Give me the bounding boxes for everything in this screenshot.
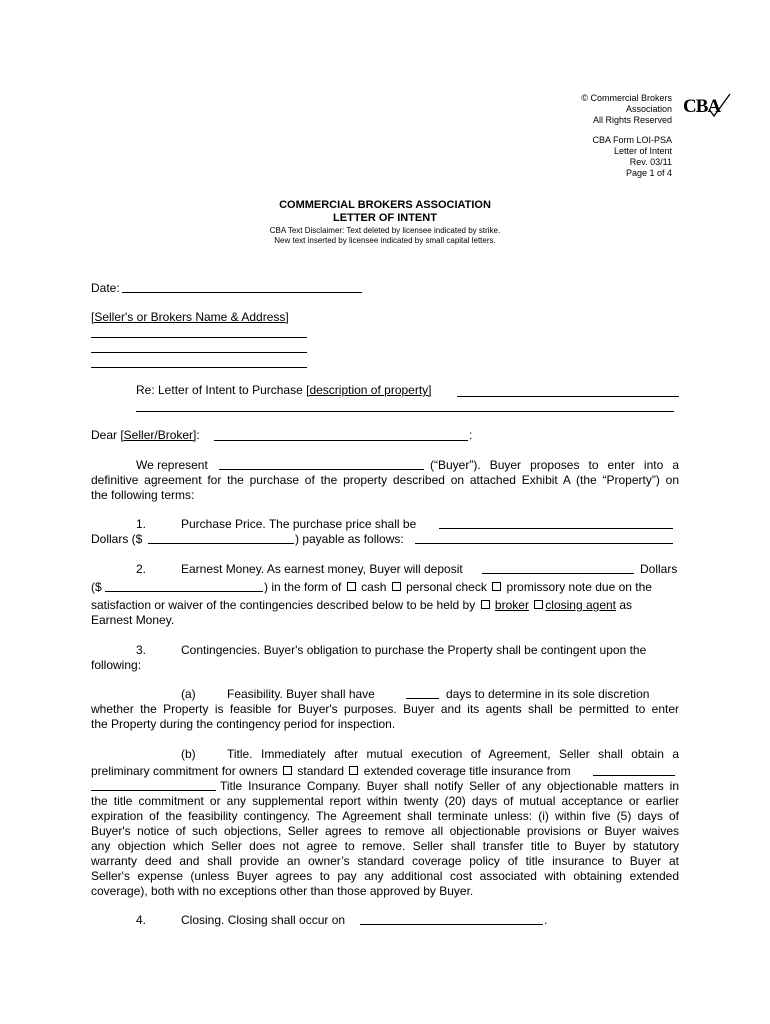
section-4-number: 4. <box>136 913 147 927</box>
date-field[interactable] <box>122 292 362 293</box>
feasibility-text-2: days to determine in its sole discretion <box>446 687 650 701</box>
feasibility-days-field[interactable] <box>406 698 439 699</box>
form-of-line <box>264 580 652 595</box>
title-line-8: warranty deed and shall provide an owner’s standard coverage policy of title insurance to Buyer at <box>91 854 679 868</box>
extended-coverage-label: extended coverage title insurance from <box>363 764 571 778</box>
promissory-note-checkbox[interactable] <box>492 582 501 591</box>
disclaimer-line-1: CBA Text Disclaimer: Text deleted by licensee indicated by strike. <box>269 226 501 235</box>
contingencies-text: Contingencies. Buyer's obligation to purchase the Property shall be contingent upon the <box>181 643 647 657</box>
re-prefix: Re: Letter of Intent to Purchase <box>136 383 307 397</box>
copyright-line: © Commercial Brokers <box>581 93 672 103</box>
seller-address-line-3[interactable] <box>91 367 307 368</box>
personal-check-label: personal check <box>406 580 487 594</box>
broker-checkbox[interactable] <box>481 600 490 609</box>
title-line-10: coverage), both with no exceptions other than those approved by Buyer. <box>91 884 474 898</box>
salutation-name-field[interactable] <box>214 440 468 441</box>
disclaimer-line-2: New text inserted by licensee indicated by small capital letters. <box>274 236 496 245</box>
title-company-field-1[interactable] <box>593 775 675 776</box>
seller-broker-label: [Seller/Broker] <box>120 428 197 442</box>
salutation <box>91 428 200 443</box>
payable-text: ) payable as follows: <box>295 532 404 546</box>
closing-date-field[interactable] <box>360 924 543 925</box>
title-line-6: Buyer's notice of such objections, Seller agrees to remove all objectionable provisions or Buyer waives <box>91 824 679 838</box>
dear-colon: : <box>196 428 200 442</box>
broker-label: broker <box>494 598 529 612</box>
form-revision: Rev. 03/11 <box>629 157 672 167</box>
title-line-4: the title commitment or any supplemental report within twenty (20) days of mutual acceptance or earlier <box>91 794 679 808</box>
buyer-name-field[interactable] <box>219 469 424 470</box>
org-title: COMMERCIAL BROKERS ASSOCIATION <box>279 199 491 211</box>
following-text: following: <box>91 658 142 672</box>
form-of-text: ) in the form of <box>264 580 342 594</box>
feasibility-line-2: whether the Property is feasible for Buyer's purposes. Buyer and its agents shall be permitted to enter <box>91 702 679 716</box>
purchase-price-words-field[interactable] <box>439 528 673 529</box>
re-line <box>136 383 432 398</box>
title-line-9: Seller's expense (unless Buyer agrees to pay any additional cost associated with obtaining extended <box>91 869 679 883</box>
form-name: Letter of Intent <box>613 146 672 156</box>
as-text: as <box>619 598 633 612</box>
section-2-number: 2. <box>136 562 147 576</box>
doc-title: LETTER OF INTENT <box>333 212 437 224</box>
feasibility-text: Feasibility. Buyer shall have <box>227 687 375 701</box>
earnest-money-text: Earnest Money. As earnest money, Buyer will deposit <box>181 562 463 576</box>
salutation-end-colon: : <box>469 428 473 442</box>
cash-checkbox[interactable] <box>347 582 356 591</box>
commitment-text: preliminary commitment for owners <box>91 764 278 778</box>
property-description-label: [description of property] <box>306 383 432 397</box>
held-by-text: satisfaction or waiver of the contingencies described below to be held by <box>91 598 476 612</box>
earnest-open-paren: ($ <box>91 580 102 594</box>
earnest-money-end: Earnest Money. <box>91 613 175 627</box>
payment-terms-field[interactable] <box>415 543 673 544</box>
page-indicator: Page 1 of 4 <box>625 168 672 178</box>
subsection-a-label: (a) <box>181 687 196 701</box>
cash-label: cash <box>361 580 387 594</box>
seller-address-line-2[interactable] <box>91 352 307 353</box>
dollars-label: Dollars ($ <box>91 532 143 546</box>
cba-logo <box>683 92 733 122</box>
section-1-number: 1. <box>136 517 147 531</box>
form-info-block <box>560 135 672 179</box>
earnest-dollars-label: Dollars <box>640 562 678 576</box>
title-text: Title. Immediately after mutual execution of Agreement, Seller shall obtain a <box>227 747 679 761</box>
we-represent-line-3: the following terms: <box>91 488 195 502</box>
we-represent-line-2: definitive agreement for the purchase of the property described on attached Exhibit A (the “Property”) on <box>91 473 679 487</box>
seller-address-line-1[interactable] <box>91 337 307 338</box>
purchase-price-amount-field[interactable] <box>148 543 294 544</box>
we-represent-label: We represent <box>136 458 208 472</box>
property-description-field-2[interactable] <box>136 411 674 412</box>
title-commitment-line <box>91 764 571 779</box>
copyright-block <box>560 93 672 126</box>
title-line-5: expiration of the feasibility contingency. The Agreement shall terminate unless: (i) within five (5) days of <box>91 809 679 823</box>
we-represent-line-1b: (“Buyer”). Buyer proposes to enter into a <box>430 458 679 472</box>
property-description-field-1[interactable] <box>457 396 679 397</box>
personal-check-checkbox[interactable] <box>392 582 401 591</box>
cba-logo-text: CBA <box>683 96 721 117</box>
title-company-field-2[interactable] <box>91 790 216 791</box>
purchase-price-text: Purchase Price. The purchase price shall be <box>181 517 417 531</box>
rights-line: All Rights Reserved <box>592 115 672 125</box>
section-3-number: 3. <box>136 643 147 657</box>
feasibility-line-3: the Property during the contingency period for inspection. <box>91 717 396 731</box>
dear-prefix: Dear <box>91 428 121 442</box>
closing-period: . <box>544 913 548 927</box>
standard-coverage-checkbox[interactable] <box>283 766 292 775</box>
standard-label: standard <box>297 764 345 778</box>
closing-agent-label: closing agent <box>545 598 616 612</box>
title-line-3: Title Insurance Company. Buyer shall notify Seller of any objectionable matters in <box>220 779 679 793</box>
logo-check-icon <box>683 92 733 122</box>
held-by-line <box>91 598 632 613</box>
form-number: CBA Form LOI-PSA <box>592 135 672 145</box>
date-label: Date: <box>91 281 120 295</box>
title-line-7: any objection which Seller does not agree to remove. Seller shall transfer title to Buyer by statutory <box>91 839 679 853</box>
subsection-b-label: (b) <box>181 747 196 761</box>
promissory-note-label: promissory note due on the <box>506 580 652 594</box>
extended-coverage-checkbox[interactable] <box>349 766 358 775</box>
earnest-money-amount-field[interactable] <box>105 591 263 592</box>
association-line: Association <box>625 104 672 114</box>
closing-agent-checkbox[interactable] <box>534 600 543 609</box>
seller-label: [Seller's or Brokers Name & Address] <box>91 310 289 324</box>
earnest-money-words-field[interactable] <box>482 573 634 574</box>
closing-text: Closing. Closing shall occur on <box>181 913 346 927</box>
